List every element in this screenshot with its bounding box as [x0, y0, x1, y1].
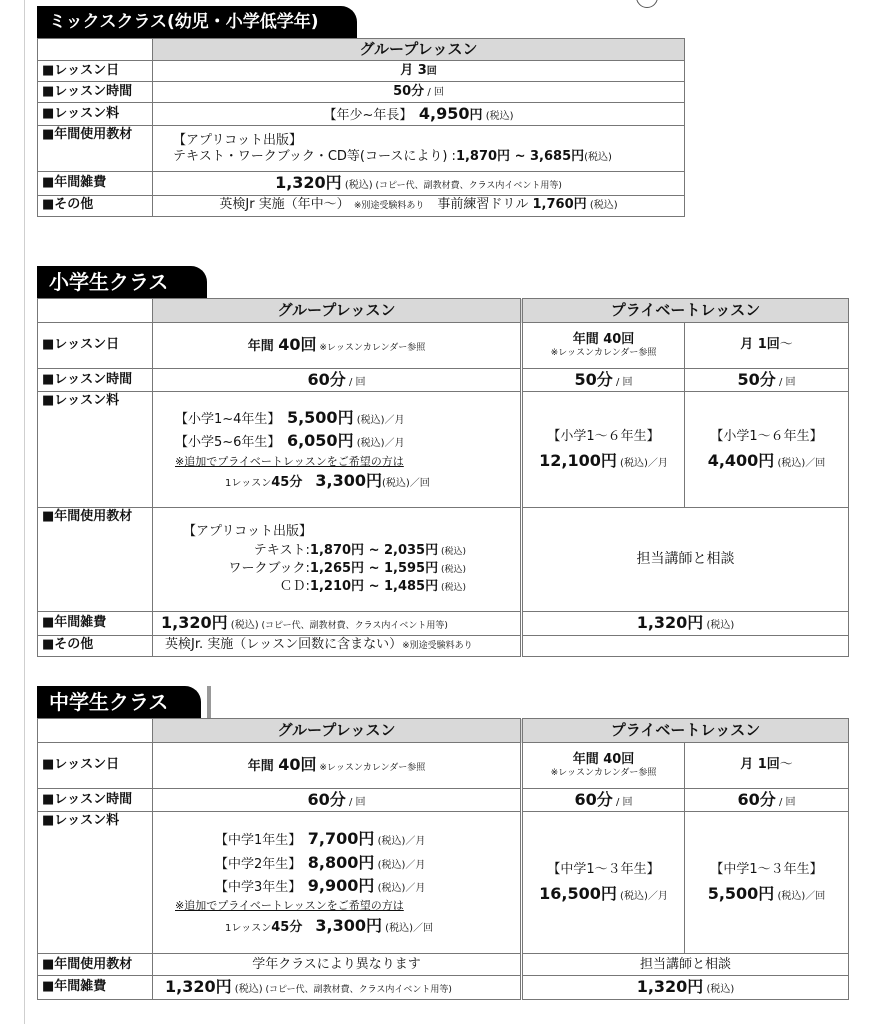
- group-time-value: 60分 / 回: [153, 789, 522, 812]
- private-materials-value: 担当講師と相談: [522, 954, 849, 976]
- private-day-value-2: 月 1回～: [685, 323, 849, 369]
- section-junior-high-class: [37, 686, 849, 1000]
- section-header: [37, 266, 849, 298]
- lesson-day-value: 月 3回: [153, 61, 685, 82]
- private-fee-value-1: 【小学1～６年生】 12,100円 (税込)／月: [522, 392, 685, 508]
- section-header: [37, 686, 849, 718]
- private-materials-value: 担当講師と相談: [522, 508, 849, 612]
- private-time-value-2: 50分 / 回: [685, 369, 849, 392]
- row-label: ■レッスン日: [38, 61, 153, 82]
- private-time-value-1: 50分 / 回: [522, 369, 685, 392]
- table-row: [38, 954, 849, 976]
- group-misc-value: 1,320円 (税込) (コピー代、副教材費、クラス内イベント用等): [153, 612, 522, 635]
- group-fee-value: 【小学1~4年生】 5,500円 (税込)／月 【小学5~6年生】 6,050円 (税込)／月 ※追加でプライベートレッスンをご希望の方は 1レッスン45分 3,300円(税込)／回: [153, 392, 522, 508]
- table-row: [38, 126, 685, 172]
- lesson-time-value: 50分 / 回: [153, 82, 685, 103]
- section-title: 小学生クラス: [37, 266, 207, 298]
- table-row: [38, 508, 849, 612]
- elementary-class-table: [37, 298, 849, 657]
- private-fee-value-2: 【中学1～３年生】 5,500円 (税込)／回: [685, 812, 849, 954]
- row-label: ■その他: [38, 635, 153, 656]
- private-day-value-1: 年間 40回 ※レッスンカレンダー参照: [522, 323, 685, 369]
- group-other-value: 英検Jr. 実施（レッスン回数に含まない）※別途受験料あり: [153, 635, 522, 656]
- row-label: ■年間雑費: [38, 976, 153, 999]
- corner-cell: [38, 39, 153, 61]
- section-elementary-class: [37, 266, 849, 657]
- materials-value: 【アプリコット出版】 テキスト・ワークブック・CD等(コースにより) :1,870円 ~ 3,685円(税込): [153, 126, 685, 172]
- row-label: ■レッスン日: [38, 323, 153, 369]
- col-header-private: プライベートレッスン: [522, 299, 849, 323]
- other-value: 英検Jr 実施（年中～） ※別途受験料あり 事前練習ドリル 1,760円 (税込): [153, 195, 685, 216]
- row-label: ■年間雑費: [38, 172, 153, 195]
- row-label: ■レッスン料: [38, 812, 153, 954]
- col-header-private: プライベートレッスン: [522, 719, 849, 743]
- table-row: [38, 103, 685, 126]
- col-header-group: グループレッスン: [153, 39, 685, 61]
- group-day-value: 年間 40回 ※レッスンカレンダー参照: [153, 323, 522, 369]
- row-label: ■年間雑費: [38, 612, 153, 635]
- group-time-value: 60分 / 回: [153, 369, 522, 392]
- header-accent-bar: [207, 686, 211, 718]
- private-misc-value: 1,320円 (税込): [522, 976, 849, 999]
- row-label: ■年間使用教材: [38, 954, 153, 976]
- row-label: ■レッスン時間: [38, 82, 153, 103]
- table-row: [38, 635, 849, 656]
- section-title: 中学生クラス: [37, 686, 201, 718]
- table-row: [38, 743, 849, 789]
- page-left-border: [24, 0, 25, 1024]
- table-row: [38, 61, 685, 82]
- row-label: ■レッスン料: [38, 392, 153, 508]
- table-row: [38, 172, 685, 195]
- corner-cell: [38, 299, 153, 323]
- mix-class-table: [37, 38, 685, 217]
- private-day-value-2: 月 1回～: [685, 743, 849, 789]
- group-misc-value: 1,320円 (税込) (コピー代、副教材費、クラス内イベント用等): [153, 976, 522, 999]
- row-label: ■レッスン時間: [38, 789, 153, 812]
- row-label: ■レッスン料: [38, 103, 153, 126]
- table-row: [38, 976, 849, 999]
- corner-cell: [38, 719, 153, 743]
- private-time-value-1: 60分 / 回: [522, 789, 685, 812]
- private-other-value: [522, 635, 849, 656]
- group-materials-value: 学年クラスにより異なります: [153, 954, 522, 976]
- lesson-fee-value: 【年少~年長】 4,950円 (税込): [153, 103, 685, 126]
- row-label: ■その他: [38, 195, 153, 216]
- group-materials-value: 【アプリコット出版】 テキスト:1,870円 ~ 2,035円 (税込) ワークブック:1,265円 ~ 1,595円 (税込) ＣＤ:1,210円 ~ 1,485円 (税込): [153, 508, 522, 612]
- private-fee-value-2: 【小学1～６年生】 4,400円 (税込)／回: [685, 392, 849, 508]
- private-time-value-2: 60分 / 回: [685, 789, 849, 812]
- table-row: [38, 392, 849, 508]
- section-header: [37, 6, 685, 38]
- table-row: [38, 195, 685, 216]
- junior-high-class-table: [37, 718, 849, 1000]
- section-mix-class: [37, 6, 685, 217]
- table-row: [38, 789, 849, 812]
- table-row: [38, 612, 849, 635]
- col-header-group: グループレッスン: [153, 719, 522, 743]
- private-fee-value-1: 【中学1～３年生】 16,500円 (税込)／月: [522, 812, 685, 954]
- section-title: ミックスクラス(幼児・小学低学年): [37, 6, 357, 38]
- row-label: ■レッスン時間: [38, 369, 153, 392]
- row-label: ■レッスン日: [38, 743, 153, 789]
- row-label: ■年間使用教材: [38, 126, 153, 172]
- table-row: [38, 82, 685, 103]
- private-misc-value: 1,320円 (税込): [522, 612, 849, 635]
- table-row: [38, 812, 849, 954]
- col-header-group: グループレッスン: [153, 299, 522, 323]
- group-day-value: 年間 40回 ※レッスンカレンダー参照: [153, 743, 522, 789]
- private-day-value-1: 年間 40回 ※レッスンカレンダー参照: [522, 743, 685, 789]
- group-fee-value: 【中学1年生】 7,700円 (税込)／月 【中学2年生】 8,800円 (税込)／月 【中学3年生】 9,900円 (税込)／月 ※追加でプライベートレッスンをご希望の方は 1レッスン45分 3,300円 (税込)／回: [153, 812, 522, 954]
- row-label: ■年間使用教材: [38, 508, 153, 612]
- table-row: [38, 323, 849, 369]
- misc-fee-value: 1,320円 (税込) (コピー代、副教材費、クラス内イベント用等): [153, 172, 685, 195]
- table-row: [38, 369, 849, 392]
